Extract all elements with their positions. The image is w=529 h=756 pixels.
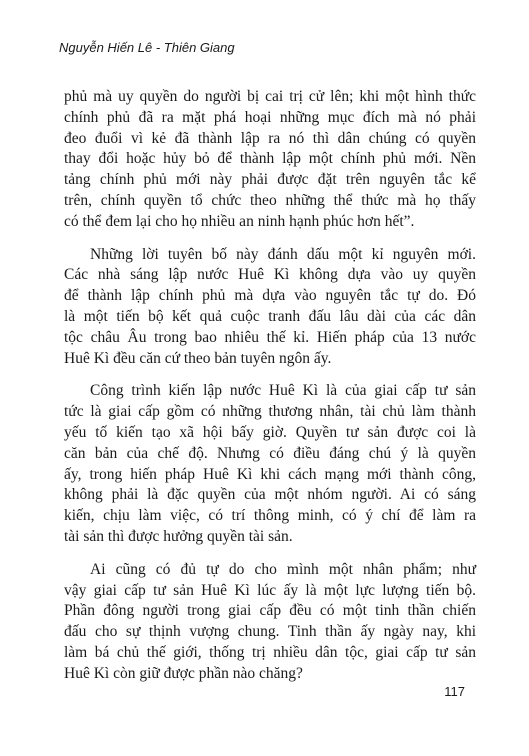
text-line: đấu cho sự thịnh vượng chung. Tinh thần ấy ngày nay, khi bbox=[64, 623, 476, 641]
text-line: trên, chính quyền tổ chức theo những thể thức mà họ thấy bbox=[64, 191, 476, 209]
text-line: tức là giai cấp gồm có những thương nhân, tài chủ làm thành bbox=[64, 403, 476, 421]
text-line: phủ mà uy quyền do người bị cai trị cử lên; khi một hình thức bbox=[64, 88, 476, 105]
text-line: Những lời tuyên bố này đánh dấu một kỉ nguyên mới. bbox=[90, 245, 476, 263]
text-line: kiến, chịu làm việc, có trí thông minh, có ý chí để làm ra bbox=[64, 507, 476, 525]
text-line: Huê Kì đều căn cứ theo bản tuyên ngôn ấy. bbox=[64, 349, 332, 367]
paragraph bbox=[64, 560, 476, 685]
text-line: tảng chính phủ mới này phải được đặt trên nguyên tắc kể bbox=[64, 171, 476, 189]
text-line: tài sản thì được hưởng quyền tài sản. bbox=[64, 527, 293, 545]
text-line: ấy, trong hiến pháp Huê Kì khi cách mạng mới thành công, bbox=[64, 465, 476, 483]
text-line: Các nhà sáng lập nước Huê Kì không dựa vào uy quyền bbox=[64, 266, 476, 284]
text-line: để thành lập chính phủ mà dựa vào nguyên tắc tự do. Đó bbox=[64, 287, 476, 305]
text-line: Huê Kì còn giữ được phần nào chăng? bbox=[64, 664, 303, 682]
page-body bbox=[64, 87, 476, 685]
text-line: yếu tố kiến tạo xã hội bấy giờ. Quyền tư sản được coi là bbox=[64, 423, 476, 441]
text-line: thay đổi hoặc hủy bỏ để thành lập một chính phủ mới. Nền bbox=[64, 150, 476, 168]
text-line: làm bá chủ thế giới, thống trị nhiều dân tộc, giai cấp tư sản bbox=[64, 643, 476, 661]
text-line: tộc châu Âu trong bao nhiêu thế kỉ. Hiến pháp của 13 nước bbox=[64, 328, 476, 346]
text-line: có thể đem lại cho họ nhiều an ninh hạnh phúc hơn hết”. bbox=[64, 212, 415, 230]
text-line: không phải là đặc quyền của một nhóm người. Ai có sáng bbox=[64, 486, 476, 504]
text-line: Công trình kiến lập nước Huê Kì là của giai cấp tư sản bbox=[90, 382, 476, 400]
text-line: vậy giai cấp tư sản Huê Kì lúc ấy là một lực lượng tiến bộ. bbox=[64, 581, 476, 599]
paragraph bbox=[64, 87, 476, 233]
text-line: chính phủ đã ra mặt phá hoại những mục đích mà nó phải bbox=[64, 108, 476, 126]
text-line: Phần đông người trong giai cấp đều có một tinh thần chiến bbox=[64, 602, 476, 620]
text-line: căn bản của chế độ. Nhưng có điều đáng chú ý là quyền bbox=[64, 444, 476, 462]
page-number: 117 bbox=[444, 684, 465, 699]
text-line: là một tiến bộ kết quả cuộc tranh đấu lâu dài của các dân bbox=[64, 307, 476, 325]
running-header: Nguyễn Hiến Lê - Thiên Giang bbox=[59, 40, 235, 55]
paragraph bbox=[64, 381, 476, 547]
paragraph bbox=[64, 245, 476, 370]
text-line: Ai cũng có đủ tự do cho mình một nhân phẩm; như bbox=[90, 560, 476, 578]
text-line: đeo đuổi vì kẻ đã thành lập ra nó thì dân chúng có quyền bbox=[64, 129, 476, 147]
